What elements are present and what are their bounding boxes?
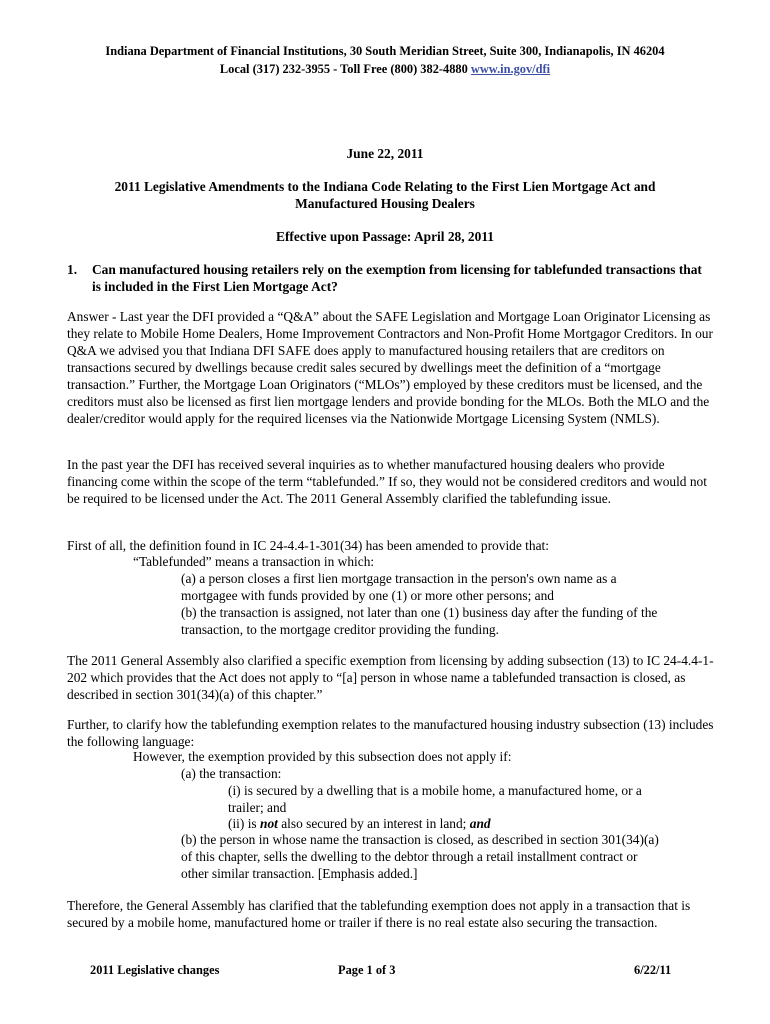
question-text: Can manufactured housing retailers rely on the exemption from licensing for tablefunded transactions that is included in the First Lien Mortgage Act? [92, 262, 702, 294]
tablefunded-definition-intro: “Tablefunded” means a transaction in which: [133, 554, 375, 569]
definition-clause-b: (b) the transaction is assigned, not later than one (1) business day after the funding of the transaction, to the mortgage creditor providing the funding. [181, 605, 658, 637]
excerpt-clause-ii [228, 815, 491, 832]
letterhead-contact [0, 62, 770, 77]
letterhead-address: Indiana Department of Financial Institutions, 30 South Meridian Street, Suite 300, Indianapolis, IN 46204 [105, 44, 665, 58]
dfi-website-link[interactable]: www.in.gov/dfi [470, 62, 551, 76]
emphasis-and: and [469, 816, 491, 831]
answer-paragraph: Answer - Last year the DFI provided a “Q&A” about the SAFE Legislation and Mortgage Loan Originator Licensing as they relate to Mobile Home Dealers, Home Improvement Contractors and Non-Profit Home Mortgagor Creditors. In our Q&A we advised you that Indiana DFI SAFE does apply to manufactured housing retailers that are creditors on transactions secured by dwellings because credit sales secured by dwellings meet the definition of a “mortgage transaction.” Further, the Mortgage Loan Originators (“MLOs”) employed by these creditors must be licensed, and the creditors must also be licensed as first lien mortgage lenders and provide bonding for the MLOs. Both the MLO and the dealer/creditor would apply for the required licenses via the Nationwide Mortgage Licensing System (NMLS). [67, 309, 713, 426]
document-date: June 22, 2011 [346, 146, 424, 161]
clarification-paragraph: Further, to clarify how the tablefunding exemption relates to the manufactured housing industry subsection (13) includes the following language: [67, 717, 714, 749]
document-title-line-2: Manufactured Housing Dealers [295, 196, 475, 211]
exemption-paragraph: The 2011 General Assembly also clarified a specific exemption from licensing by adding subsection (13) to IC 24-4.4-1-202 which provides that the Act does not apply to “[a] person in whose name a tablefunded transaction is closed, as described in section 301(34)(a) of this chapter.” [67, 653, 714, 702]
footer-page-number: Page 1 of 3 [338, 963, 396, 977]
clause-ii-start: (ii) is [228, 816, 260, 831]
excerpt-clause-a: (a) the transaction: [181, 766, 282, 781]
excerpt-intro: However, the exemption provided by this subsection does not apply if: [133, 749, 512, 764]
question-number: 1. [67, 262, 78, 277]
excerpt-clause-i: (i) is secured by a dwelling that is a mobile home, a manufactured home, or a trailer; and [228, 783, 642, 815]
document-title-line-1: 2011 Legislative Amendments to the Indiana Code Relating to the First Lien Mortgage Act and [114, 179, 656, 194]
effective-date: Effective upon Passage: April 28, 2011 [276, 229, 494, 244]
conclusion-paragraph: Therefore, the General Assembly has clarified that the tablefunding exemption does not apply in a transaction that is secured by a mobile home, manufactured home or trailer if there is no real estate also securing the transaction. [67, 898, 691, 930]
footer-date: 6/22/11 [634, 963, 672, 977]
letterhead-phone: Local (317) 232-3955 - Toll Free (800) 382-4880 [219, 62, 471, 76]
excerpt-clause-b: (b) the person in whose name the transaction is closed, as described in section 301(34)(a) of this chapter, sells the dwelling to the debtor through a retail installment contract or other similar transaction. [Emphasis added.] [181, 832, 659, 881]
definition-intro-paragraph: First of all, the definition found in IC 24-4.4-1-301(34) has been amended to provide that: [67, 538, 549, 553]
inquiries-paragraph: In the past year the DFI has received several inquiries as to whether manufactured housing dealers who provide financing come within the scope of the term “tablefunded.” If so, they would not be considered creditors and would not be required to be licensed under the Act. The 2011 General Assembly clarified the tablefunding issue. [67, 457, 707, 506]
emphasis-not: not [260, 816, 278, 831]
clause-ii-end: also secured by an interest in land; [277, 816, 470, 831]
footer-title: 2011 Legislative changes [90, 963, 220, 977]
definition-clause-a: (a) a person closes a first lien mortgage transaction in the person's own name as a mortgagee with funds provided by one (1) or more other persons; and [181, 571, 617, 603]
